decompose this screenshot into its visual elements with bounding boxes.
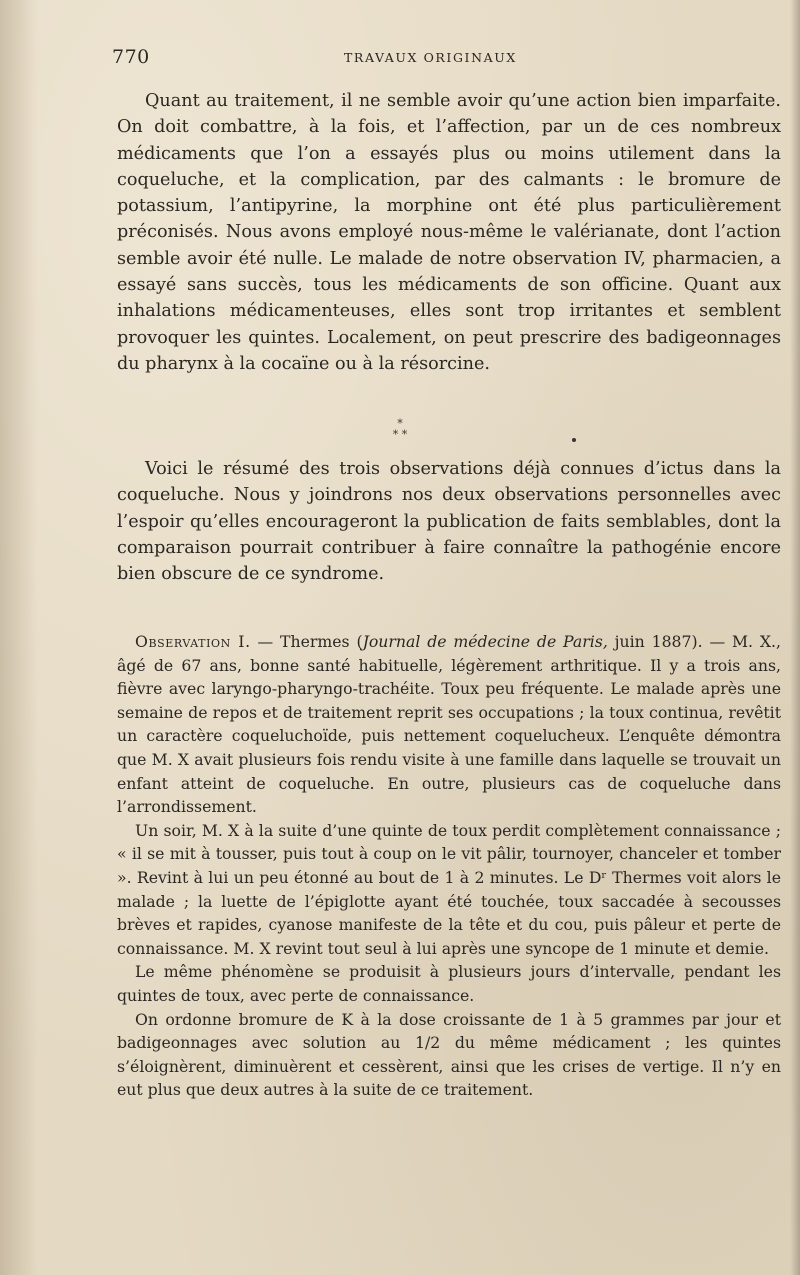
observation-source-prefix: — Thermes (	[250, 632, 363, 651]
gutter-shadow	[0, 0, 38, 1275]
observation-paragraph-1	[117, 630, 781, 819]
asterism-bottom: * *	[392, 428, 408, 441]
section-asterism	[0, 418, 800, 440]
text-block-treatment	[117, 88, 781, 377]
text-block-summary	[117, 456, 781, 587]
print-speck	[572, 438, 576, 442]
page-number: 770	[112, 46, 150, 68]
paragraph-treatment: Quant au traitement, il ne semble avoir qu’une action bien imparfaite. On doit combattre, à la fois, et l’affection, par un de ces nombreux médicaments que l’on a essayés plus ou moins utilement dans la coqueluche, et la complication, par des calmants : le bromure de potassium, l’antipyrine, la morphine ont été plus particulièrement préconisés. Nous avons employé nous-même le valérianate, dont l’action semble avoir été nulle. Le malade de notre observation IV, pharmacien, a essayé sans succès, tous les médicaments de son officine. Quant aux inhalations médicamenteuses, elles sont trop irritantes et semblent provoquer les quintes. Localement, on peut prescrire des badigeonnages du pharynx à la cocaïne ou à la résorcine.	[117, 91, 781, 374]
observation-case-text: juin 1887). — M. X., âgé de 67 ans, bonne santé habituelle, légèrement arthritique. Il y a trois ans, fièvre avec laryngo-pharyngo-trachéite. Toux peu fréquente. Le malade après une semaine de repos et de traitement reprit ses occupations ; la toux continua, revêtit un caractère coqueluchoïde, puis nettement coquelucheux. L’enquête démontra que M. X avait plusieurs fois rendu visite à une famille dans laquelle se trouvait un enfant atteint de coqueluche. En outre, plusieurs cas de coqueluche dans l’arrondissement.	[117, 632, 782, 817]
asterism-top: *	[397, 417, 403, 430]
paragraph-summary: Voici le résumé des trois observations déjà connues d’ictus dans la coqueluche. Nous y joindrons nos deux observations personnelles avec l’espoir qu’elles encourageront la publication de faits semblables, dont la comparaison pourrait contribuer à faire connaître la pathogénie encore bien obscure de ce syndrome.	[117, 459, 781, 585]
observation-label: Observation I.	[135, 632, 251, 651]
running-head: TRAVAUX ORIGINAUX	[344, 50, 517, 65]
observation-paragraph-2: Un soir, M. X à la suite d’une quinte de toux perdit complètement connaissance ; « il se mit à tousser, puis tout à coup on le vit pâlir, tournoyer, chanceler et tomber ». Revint à lui un peu étonné au bout de 1 à 2 minutes. Le Dʳ Thermes voit alors le malade ; la luette de l’épiglotte ayant été touchée, toux saccadée à secousses brèves et rapides, cyanose manifeste de la tête et du cou, puis pâleur et perte de connaissance. M. X revint tout seul à lui après une syncope de 1 minute et demie.	[117, 820, 781, 958]
observation-paragraph-3: Le même phénomène se produisit à plusieurs jours d’intervalle, pendant les quintes de toux, avec perte de connaissance.	[117, 962, 781, 1005]
observation-section	[117, 630, 781, 1102]
page-header	[112, 46, 668, 70]
observation-journal-title: Journal de médecine de Paris,	[362, 632, 608, 651]
observation-paragraph-4: On ordonne bromure de K à la dose croissante de 1 à 5 grammes par jour et badigeonnages avec solution au 1/2 du même médicament ; les quintes s’éloignèrent, diminuèrent et cessèrent, ainsi que les crises de vertige. Il n’y en eut plus que deux autres à la suite de ce traitement.	[117, 1009, 781, 1100]
page-edge	[790, 0, 800, 1275]
